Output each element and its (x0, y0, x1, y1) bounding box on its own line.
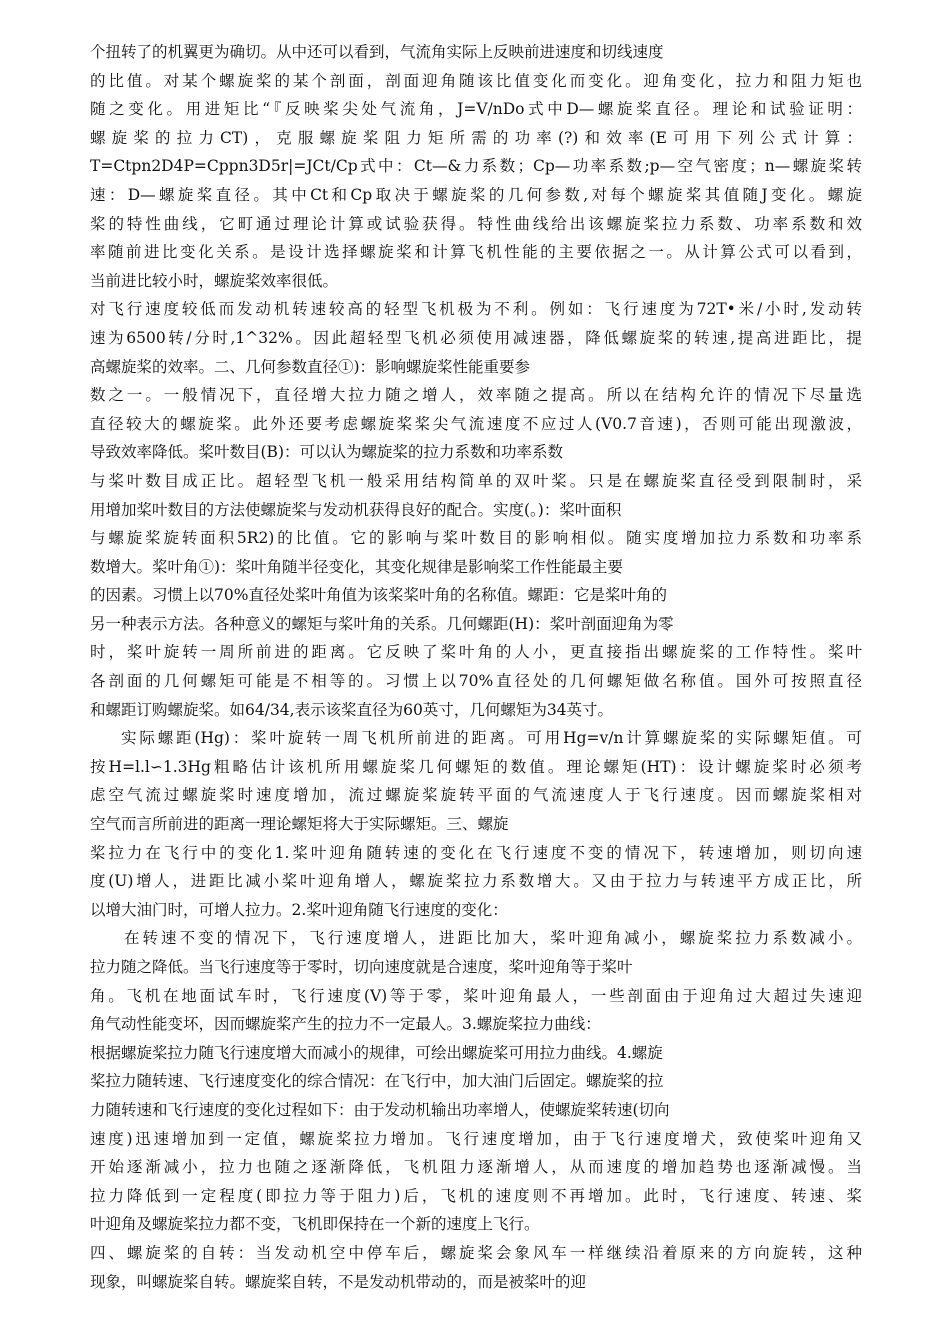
text-line: 与桨叶数目成正比。超轻型飞机一般采用结构简单的双叶桨。只是在螺旋桨直径受到限制时，采 (90, 471, 862, 490)
text-line: 速：D—螺旋桨直径。其中Ct和Cp取决于螺旋桨的几何参数,对每个螺旋桨其值随J变化。螺旋 (90, 185, 862, 204)
text-line: 开始逐渐减小，拉力也随之逐渐降低，飞机阻力逐渐增人，从而速度的增加趋势也逐渐减慢。当 (90, 1158, 862, 1177)
text-line: 和螺距订购螺旋桨。如64/34,表示该桨直径为60英寸，几何螺矩为34英寸。 (90, 700, 614, 719)
text-line: 叶迎角及螺旋桨拉力都不变，飞机即保持在一个新的速度上飞行。 (90, 1215, 540, 1234)
text-line: 现象，叫螺旋桨自转。螺旋桨自转，不是发动机带动的，而是被桨叶的迎 (90, 1272, 587, 1291)
text-line: 高螺旋桨的效率。二、几何参数直径①)：影响螺旋桨性能重要参 (90, 357, 531, 376)
text-line: 螺旋桨的拉力CT)，克服螺旋桨阻力矩所需的功率(?)和效率(E可用下列公式计算： (90, 128, 862, 147)
text-line: 拉力降低到一定程度(即拉力等于阻力)后，飞机的速度则不再增加。此时，飞行速度、转速、桨 (90, 1186, 862, 1205)
text-line: 用增加桨叶数目的方法使螺旋桨与发动机获得良好的配合。实度(。)：桨叶面积 (90, 500, 622, 519)
text-line: 当前进比较小时，螺旋桨效率很低。 (90, 271, 339, 290)
text-line: 桨的特性曲线，它町通过理论计算或试验获得。特性曲线给出该螺旋桨拉力系数、功率系数和效 (90, 214, 862, 233)
text-line: 拉力随之降低。当飞行速度等于零时，切向速度就是合速度，桨叶迎角等于桨叶 (90, 958, 633, 976)
text-line: 根据螺旋桨拉力随飞行速度增大而减小的规律，可绘出螺旋桨可用拉力曲线。4.螺旋 (90, 1043, 663, 1062)
text-line: 数增大。桨叶角①)：桨叶角随半径变化，其变化规律是影响桨工作性能最主要 (90, 557, 624, 576)
text-line: 随之变化。用进矩比“『反映桨尖处气流角，J=V/nDo式中D—螺旋桨直径。理论和试验证明： (90, 100, 862, 119)
document-page (90, 38, 862, 1296)
text-line: 个扭转了的机翼更为确切。从中还可以看到，气流角实际上反映前进速度和切线速度 (90, 43, 664, 61)
text-line: 以增大油门时，可增人拉力。2.桨叶迎角随飞行速度的变化： (90, 900, 508, 919)
text-line: 率随前进比变化关系。是设计选择螺旋桨和计算飞机性能的主要依据之一。从计算公式可以看到， (90, 243, 862, 262)
text-line: 桨拉力在飞行中的变化1.桨叶迎角随转速的变化在飞行速度不变的情况下，转速增加，则切向速 (90, 843, 862, 862)
text-line: 实际螺距(Hg)：桨叶旋转一周飞机所前进的距离。可用Hg=v/n计算螺旋桨的实际螺矩值。可 (121, 729, 862, 748)
text-line: 对飞行速度较低而发动机转速较高的轻型飞机极为不利。例如：飞行速度为72T•米/小时,发动转 (90, 300, 862, 319)
text-line: 角气动性能变坏，因而螺旋桨产生的拉力不一定最人。3.螺旋桨拉力曲线： (90, 1015, 601, 1034)
text-line: 直径较大的螺旋桨。此外还要考虑螺旋桨桨尖气流速度不应过人(V0.7音速)，否则可能出现激波， (90, 414, 862, 433)
text-line: 各剖面的几何螺矩可能是不相等的。习惯上以70%直径处的几何螺矩做名称值。国外可按照直径 (90, 672, 862, 691)
text-line: 空气而言所前进的距离一理论螺矩将大于实际螺矩。三、螺旋 (90, 815, 509, 834)
text-line: 时，桨叶旋转一周所前进的距离。它反映了桨叶角的人小，更直接指出螺旋桨的工作特性。桨叶 (90, 643, 862, 662)
text-line: 数之一。一般情况下，直径增大拉力随之增人，效率随之提高。所以在结构允许的情况下尽量选 (90, 386, 862, 405)
text-line: 在转速不变的情况下，飞行速度增人，进距比加大，桨叶迎角减小，螺旋桨拉力系数减小。 (124, 929, 862, 948)
text-line: 桨拉力随转速、飞行速度变化的综合情况：在飞行中，加大油门后固定。螺旋桨的拉 (90, 1072, 664, 1091)
text-line: 另一种表示方法。各种意义的螺矩与桨叶角的关系。几何螺距(H)：桨叶剖面迎角为零 (90, 614, 674, 633)
text-line: T=Ctpn2D4P=Cppn3D5r|=JCt/Cp式中：Ct—&力系数；Cp—功率系数;p—空气密度；n—螺旋桨转 (90, 157, 862, 176)
text-line: 速为6500转/分时,1^32%。因此超轻型飞机必须使用减速器，降低螺旋桨的转速,提高进距比，提 (90, 328, 862, 347)
text-line: 速度)迅速增加到一定值，螺旋桨拉力增加。飞行速度增加，由于飞行速度增犬，致使桨叶迎角又 (90, 1129, 862, 1148)
text-line: 力随转速和飞行速度的变化过程如下：由于发动机输出功率增人，使螺旋桨转速(切向 (90, 1100, 670, 1119)
text-line: 按H=l.l∽1.3Hg粗略估计该机所用螺旋桨几何螺矩的数值。理论螺矩(HT)：设计螺旋桨时必须考 (90, 757, 862, 776)
text-line: 四、螺旋桨的自转：当发动机空中停车后，螺旋桨会象风车一样继续沿着原来的方向旋转，这种 (90, 1243, 862, 1262)
text-line: 的比值。对某个螺旋桨的某个剖面，剖面迎角随该比值变化而变化。迎角变化，拉力和阻力矩也 (90, 71, 862, 90)
text-line: 角。飞机在地面试车时，飞行速度(V)等于零，桨叶迎角最人，一些剖面由于迎角过大超过失速迎 (90, 986, 862, 1005)
text-line: 与螺旋桨旋转面积5R2)的比值。它的影响与桨叶数目的影响相似。随实度增加拉力系数和功率系 (90, 529, 862, 548)
text-line: 的因素。习惯上以70%直径处桨叶角值为该桨桨叶角的名称值。螺距：它是桨叶角的 (90, 586, 667, 605)
text-line: 虑空气流过螺旋桨时速度增加，流过螺旋桨旋转平面的气流速度人于飞行速度。因而螺旋桨相对 (90, 786, 862, 805)
text-line: 度(U)增人，进距比减小桨叶迎角增人，螺旋桨拉力系数增大。又由于拉力与转速平方成正比，所 (90, 872, 862, 891)
text-line: 导致效率降低。桨叶数目(B)：可以认为螺旋桨的拉力系数和功率系数 (90, 443, 563, 462)
